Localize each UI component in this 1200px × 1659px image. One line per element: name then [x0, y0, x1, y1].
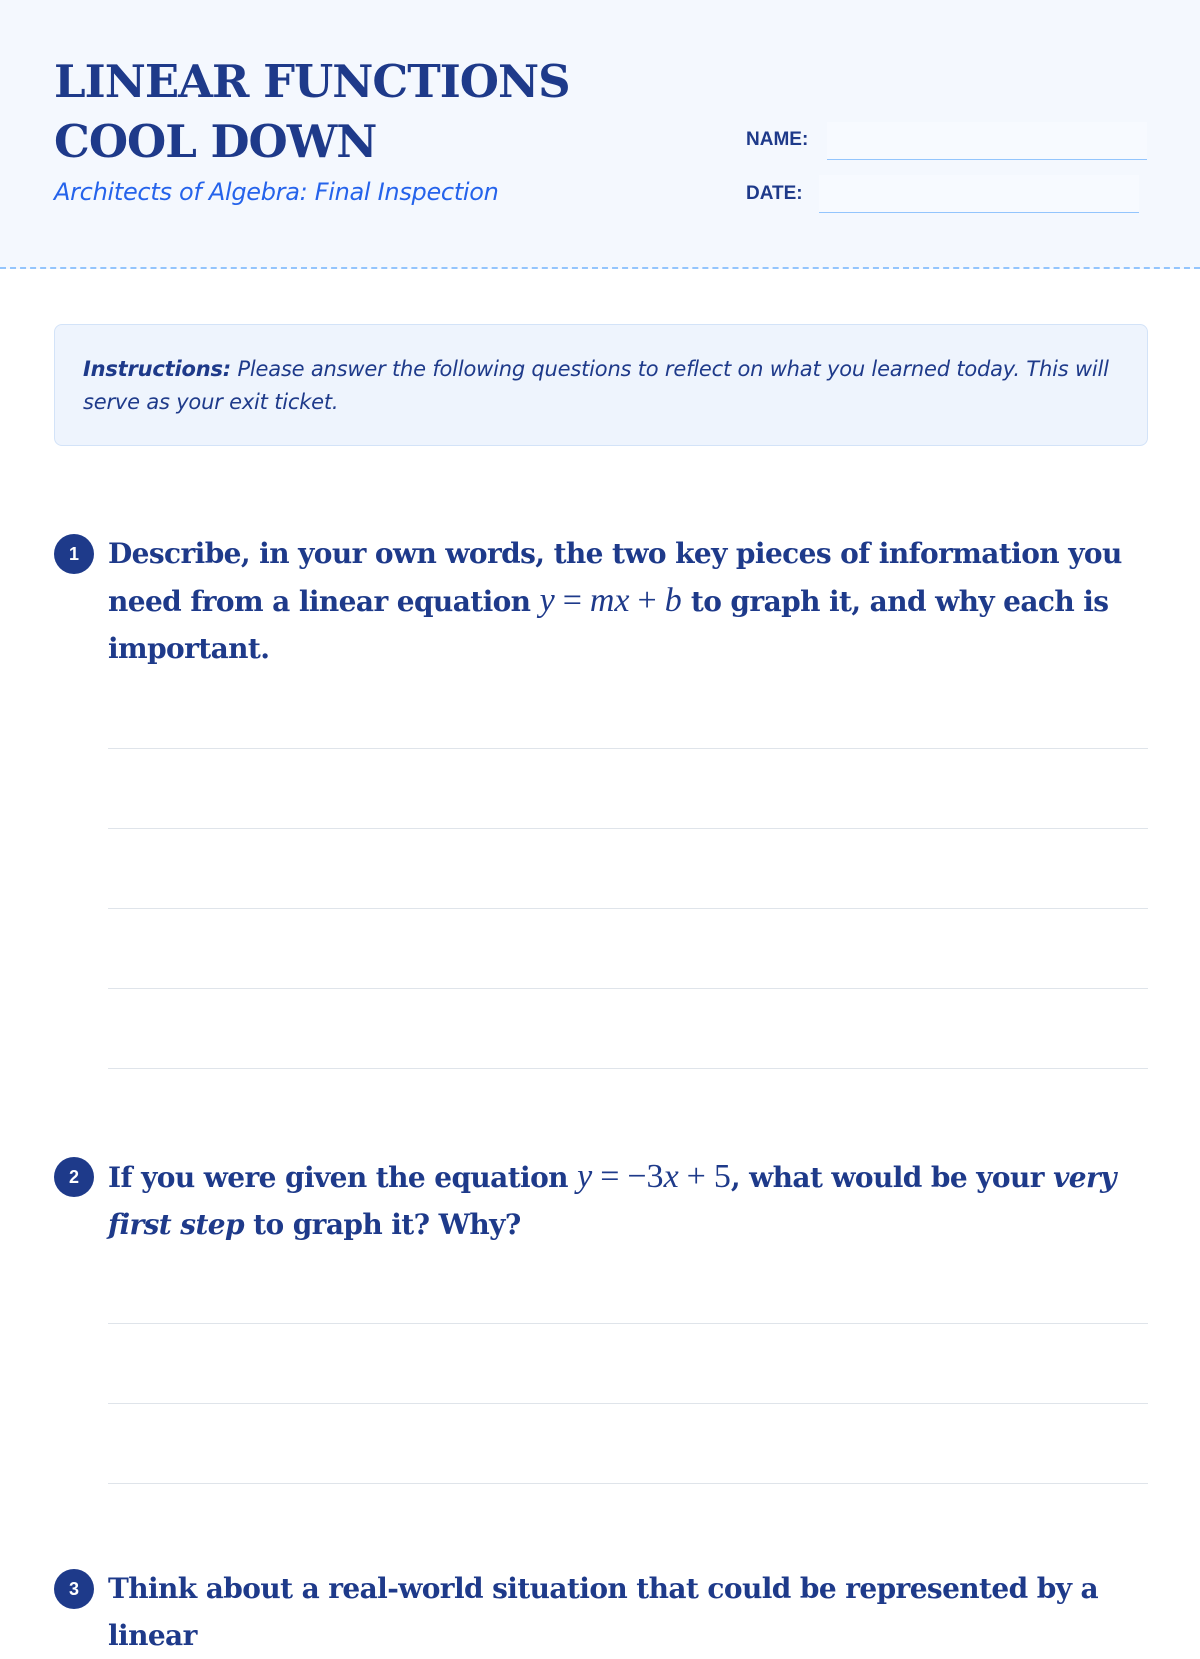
question-text: [108, 1565, 1148, 1659]
math-operator: =: [562, 582, 582, 619]
answer-line[interactable]: [108, 908, 1148, 909]
answer-line[interactable]: [108, 1403, 1148, 1404]
question-text-part: Think about a real-world situation that could be represented by a linear: [108, 1572, 1099, 1652]
equation-given: [577, 1158, 731, 1195]
math-variable: y: [539, 582, 555, 619]
question-text-part: , what would be your: [730, 1161, 1044, 1194]
math-operator: =: [600, 1158, 620, 1195]
name-label: NAME:: [746, 129, 809, 150]
question-text-part: to graph it? Why?: [253, 1208, 521, 1241]
answer-line[interactable]: [108, 748, 1148, 749]
answer-line[interactable]: [108, 1068, 1148, 1069]
question-text: [108, 1153, 1148, 1248]
question-text: [108, 530, 1148, 672]
equation-slope-intercept: [540, 582, 682, 619]
answer-line[interactable]: [108, 1483, 1148, 1484]
answer-line[interactable]: [108, 1323, 1148, 1324]
math-term: mx: [589, 582, 630, 619]
question-text-part: If you were given the equation: [108, 1161, 568, 1194]
math-constant: 5: [713, 1158, 731, 1195]
question-number-badge: 3: [54, 1569, 94, 1609]
name-field[interactable]: [827, 122, 1147, 160]
instructions-lead: Instructions:: [83, 357, 231, 381]
question-emphasis: very first step: [108, 1161, 1116, 1241]
worksheet-header: [0, 0, 1200, 269]
date-field[interactable]: [819, 175, 1139, 213]
date-label: DATE:: [746, 183, 803, 204]
question-text-part: to graph it, and why each is important.: [108, 585, 1109, 665]
answer-line[interactable]: [108, 828, 1148, 829]
math-operator: +: [637, 582, 657, 619]
page-subtitle: Architects of Algebra: Final Inspection: [54, 178, 499, 206]
math-variable: y: [577, 1158, 593, 1195]
instructions-text: Please answer the following questions to reflect on what you learned today. This will serve as your exit ticket.: [83, 357, 1109, 414]
question-text-part: Describe, in your own words, the two key pieces of information you need from a linear equation: [108, 537, 1122, 618]
math-operator: +: [686, 1158, 706, 1195]
math-variable: x: [663, 1158, 679, 1195]
math-term: b: [664, 582, 682, 619]
question-number-badge: 2: [54, 1157, 94, 1197]
question-number-badge: 1: [54, 534, 94, 574]
page-title: LINEAR FUNCTIONS COOL DOWN: [54, 55, 570, 168]
math-coefficient: −3: [627, 1158, 664, 1195]
instructions-box: [54, 324, 1148, 446]
answer-line[interactable]: [108, 988, 1148, 989]
